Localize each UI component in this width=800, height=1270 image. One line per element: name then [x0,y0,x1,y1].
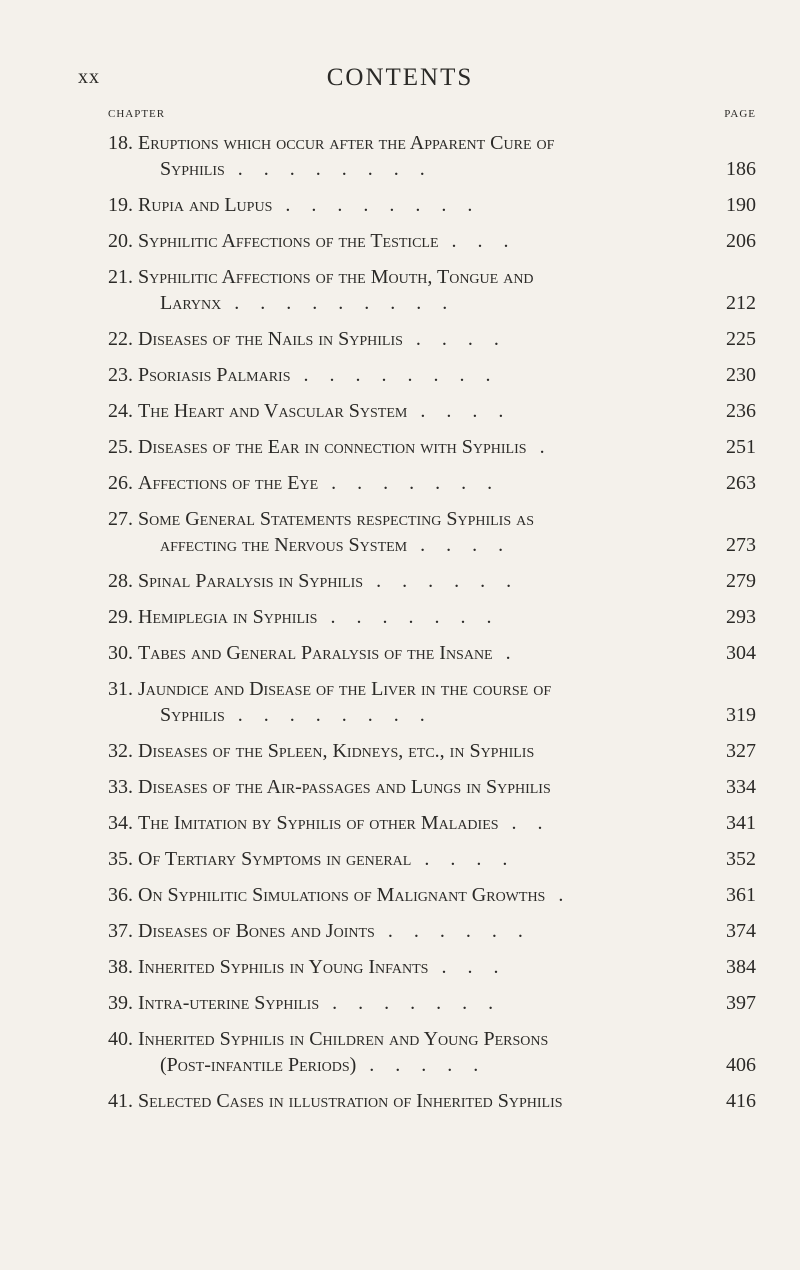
chapter-title [108,192,756,218]
chapter-number: 18. [108,132,133,154]
page-number: 279 [726,570,756,592]
toc-entry [108,676,756,728]
toc-entry [108,918,756,944]
toc-entry [108,362,756,388]
chapter-title [108,774,756,800]
leader-dots: . . . . . . . . [272,194,481,216]
leader-dots: . [526,436,553,458]
page-number: 293 [726,606,756,628]
page-number: 416 [726,1090,756,1112]
running-head [0,64,800,96]
leader-dots: . . . . [407,400,512,422]
chapter-title-line1: Diseases of the Spleen, Kidneys, etc., in Syphilis [138,740,535,762]
toc-entry [108,264,756,316]
leader-dots: . . . . . . . . [224,158,433,180]
chapter-title-line1: Psoriasis Palmaris [138,364,291,386]
chapter-title [108,130,756,182]
chapter-number: 22. [108,328,133,350]
chapter-title [108,676,756,728]
chapter-title [108,918,756,944]
toc-entry [108,568,756,594]
chapter-title [108,398,756,424]
page-number: 334 [726,776,756,798]
toc-entry [108,640,756,666]
chapter-title-line2 [138,1052,702,1078]
chapter-title-line1: Tabes and General Paralysis of the Insane [138,642,493,664]
chapter-column-label: CHAPTER [108,108,166,120]
toc-entry [108,228,756,254]
page-number: 186 [726,158,756,180]
chapter-title [108,846,756,872]
chapter-title [108,882,756,908]
leader-dots: . . . . . . . . . [221,292,456,314]
chapter-number: 38. [108,956,133,978]
page-number: 263 [726,472,756,494]
chapter-title [108,954,756,980]
chapter-number: 25. [108,436,133,458]
chapter-number: 35. [108,848,133,870]
page-number: 319 [726,704,756,726]
toc-entry [108,506,756,558]
toc-entry [108,1088,756,1114]
chapter-title-line1: Syphilitic Affections of the Mouth, Tongue and [138,266,534,288]
chapter-title-line2-text: Syphilis [160,158,225,180]
page-number: 206 [726,230,756,252]
page-number: 230 [726,364,756,386]
page-number: 212 [726,292,756,314]
page-number: 406 [726,1054,756,1076]
toc-entry [108,846,756,872]
page-number: 190 [726,194,756,216]
toc-entry [108,192,756,218]
chapter-title-line1: Intra-uterine Syphilis [138,992,320,1014]
chapter-title-line2-text: Syphilis [160,704,225,726]
column-labels [108,108,756,124]
toc-entry [108,738,756,764]
chapter-title-line2-text: affecting the Nervous System [160,534,408,556]
page-number: 397 [726,992,756,1014]
chapter-title-line1: Affections of the Eye [138,472,319,494]
contents-list [108,130,756,1124]
page-number: 273 [726,534,756,556]
chapter-title-line2 [138,532,702,558]
chapter-title-line1: On Syphilitic Simulations of Malignant Growths [138,884,546,906]
leader-dots: . . . . [411,848,516,870]
toc-entry [108,398,756,424]
chapter-title-line1: Hemiplegia in Syphilis [138,606,318,628]
chapter-title [108,990,756,1016]
chapter-number: 20. [108,230,133,252]
chapter-title-line1: Diseases of Bones and Joints [138,920,375,942]
leader-dots: . . . . . [356,1054,487,1076]
toc-entry [108,990,756,1016]
chapter-title-line1: Diseases of the Nails in Syphilis [138,328,403,350]
page-column-label: PAGE [724,108,756,120]
page-number: 384 [726,956,756,978]
chapter-title-line1: Syphilitic Affections of the Testicle [138,230,439,252]
toc-entry [108,130,756,182]
chapter-title-line1: Diseases of the Ear in connection with Syphilis [138,436,527,458]
leader-dots: . . . . . . [363,570,520,592]
chapter-title-line2 [138,156,702,182]
chapter-title [108,470,756,496]
leader-dots: . . . [428,956,507,978]
toc-entry [108,774,756,800]
chapter-title-line1: Diseases of the Air-passages and Lungs in Syphilis [138,776,551,798]
chapter-number: 30. [108,642,133,664]
chapter-number: 27. [108,508,133,530]
chapter-title [108,434,756,460]
chapter-number: 29. [108,606,133,628]
leader-dots: . . [498,812,551,834]
chapter-number: 34. [108,812,133,834]
chapter-number: 21. [108,266,133,288]
chapter-title [108,264,756,316]
leader-dots: . . . [438,230,517,252]
chapter-title-line1: The Heart and Vascular System [138,400,408,422]
toc-entry [108,882,756,908]
chapter-title [108,604,756,630]
leader-dots: . . . . . . . [319,992,502,1014]
leader-dots: . . . . . . . [317,606,500,628]
chapter-title-line1: Inherited Syphilis in Children and Young Persons [138,1028,549,1050]
chapter-number: 31. [108,678,133,700]
page-number: 352 [726,848,756,870]
page-folio: xx [78,66,100,88]
chapter-title [108,738,756,764]
chapter-title [108,810,756,836]
leader-dots: . . . . [407,534,512,556]
chapter-title-line1: Some General Statements respecting Syphilis as [138,508,535,530]
chapter-title-line1: The Imitation by Syphilis of other Maladies [138,812,499,834]
chapter-title-line1: Eruptions which occur after the Apparent Cure of [138,132,555,154]
chapter-number: 41. [108,1090,133,1112]
chapter-number: 24. [108,400,133,422]
toc-entry [108,604,756,630]
chapter-number: 36. [108,884,133,906]
chapter-title-line1: Rupia and Lupus [138,194,273,216]
leader-dots: . . . . . . . . [224,704,433,726]
toc-entry [108,1026,756,1078]
toc-entry [108,954,756,980]
toc-entry [108,434,756,460]
leader-dots: . . . . . . . [318,472,501,494]
leader-dots: . [492,642,519,664]
page-number: 236 [726,400,756,422]
chapter-title [108,1026,756,1078]
toc-entry [108,810,756,836]
chapter-title-line1: Selected Cases in illustration of Inherited Syphilis [138,1090,563,1112]
page-title: CONTENTS [326,64,474,91]
chapter-title-line2-text: Larynx [160,292,222,314]
chapter-number: 37. [108,920,133,942]
chapter-title [108,568,756,594]
page-number: 361 [726,884,756,906]
chapter-title-line1: Inherited Syphilis in Young Infants [138,956,429,978]
chapter-number: 40. [108,1028,133,1050]
chapter-title [108,362,756,388]
page-number: 304 [726,642,756,664]
chapter-number: 33. [108,776,133,798]
chapter-number: 26. [108,472,133,494]
chapter-title [108,1088,756,1114]
chapter-title [108,228,756,254]
chapter-title-line2-text: (Post-infantile Periods) [160,1054,357,1076]
chapter-number: 23. [108,364,133,386]
chapter-title-line1: Of Tertiary Symptoms in general [138,848,412,870]
page-number: 374 [726,920,756,942]
leader-dots: . [545,884,572,906]
leader-dots: . . . . . . . . [290,364,499,386]
chapter-title-line2 [138,290,702,316]
chapter-number: 39. [108,992,133,1014]
chapter-title [108,326,756,352]
page-number: 251 [726,436,756,458]
page-number: 225 [726,328,756,350]
chapter-title [108,506,756,558]
chapter-number: 19. [108,194,133,216]
toc-entry [108,470,756,496]
chapter-number: 28. [108,570,133,592]
toc-entry [108,326,756,352]
chapter-title-line2 [138,702,702,728]
leader-dots: . . . . [402,328,507,350]
leader-dots: . . . . . . [374,920,531,942]
chapter-number: 32. [108,740,133,762]
chapter-title [108,640,756,666]
page-number: 327 [726,740,756,762]
page-number: 341 [726,812,756,834]
chapter-title-line1: Spinal Paralysis in Syphilis [138,570,364,592]
chapter-title-line1: Jaundice and Disease of the Liver in the course of [138,678,552,700]
